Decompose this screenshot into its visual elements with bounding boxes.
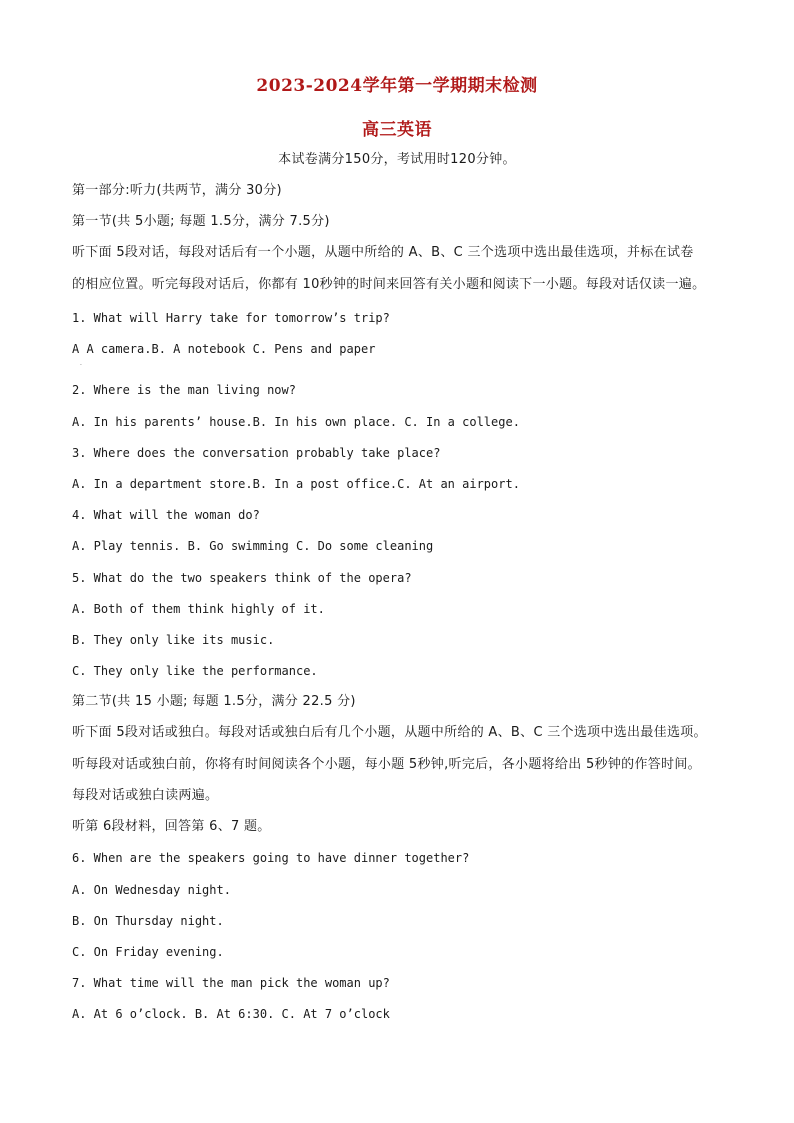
question-4: 4. What will the woman do?	[72, 508, 260, 522]
section2-heading: 第二节(共 15 小题; 每题 1.5分，满分 22.5 分)	[72, 694, 356, 709]
exam-title: 2023-2024学年第一学期期末检测	[256, 76, 538, 96]
question-1-options: A A camera.B. A notebook C. Pens and paper	[72, 342, 376, 356]
question-6-option-a: A. On Wednesday night.	[72, 883, 231, 897]
section1-instruction-2: 的相应位置。听完每段对话后，你都有 10秒钟的时间来回答有关小题和阅读下一小题。每段对话仅读一遍。	[72, 277, 706, 292]
question-6: 6. When are the speakers going to have dinner together?	[72, 851, 470, 865]
section1-instruction-1: 听下面 5段对话，每段对话后有一个小题，从题中所给的 A、B、C 三个选项中选出最佳选项，并标在试卷	[72, 245, 694, 260]
question-6-option-b: B. On Thursday night.	[72, 914, 224, 928]
section2-instruction-3: 每段对话或独白读两遍。	[72, 788, 219, 803]
question-4-options: A. Play tennis. B. Go swimming C. Do some cleaning	[72, 539, 434, 553]
question-1: 1. What will Harry take for tomorrow’s trip?	[72, 311, 390, 325]
question-2: 2. Where is the man living now?	[72, 383, 296, 397]
section2-instruction-2: 听每段对话或独白前，你将有时间阅读各个小题，每小题 5秒钟,听完后，各小题将给出 5秒钟的作答时间。	[72, 757, 701, 772]
part1-heading: 第一部分:听力(共两节，满分 30分)	[72, 183, 282, 198]
question-7-options: A. At 6 o’clock. B. At 6:30. C. At 7 o’clock	[72, 1007, 390, 1021]
section1-heading: 第一节(共 5小题; 每题 1.5分，满分 7.5分)	[72, 214, 330, 229]
question-3: 3. Where does the conversation probably take place?	[72, 446, 441, 460]
question-3-options: A. In a department store.B. In a post office.C. At an airport.	[72, 477, 520, 491]
exam-subject: 高三英语	[362, 120, 432, 140]
stray-mark: ·	[80, 362, 82, 369]
question-7: 7. What time will the man pick the woman up?	[72, 976, 390, 990]
question-5-option-a: A. Both of them think highly of it.	[72, 602, 325, 616]
question-6-option-c: C. On Friday evening.	[72, 945, 224, 959]
question-5-option-b: B. They only like its music.	[72, 633, 275, 647]
question-5: 5. What do the two speakers think of the opera?	[72, 571, 412, 585]
question-5-option-c: C. They only like the performance.	[72, 664, 318, 678]
material-6-heading: 听第 6段材料，回答第 6、7 题。	[72, 819, 271, 834]
exam-note: 本试卷满分150分，考试用时120分钟。	[278, 152, 516, 167]
question-2-options: A. In his parents’ house.B. In his own place. C. In a college.	[72, 415, 520, 429]
section2-instruction-1: 听下面 5段对话或独白。每段对话或独白后有几个小题，从题中所给的 A、B、C 三个选项中选出最佳选项。	[72, 725, 707, 740]
